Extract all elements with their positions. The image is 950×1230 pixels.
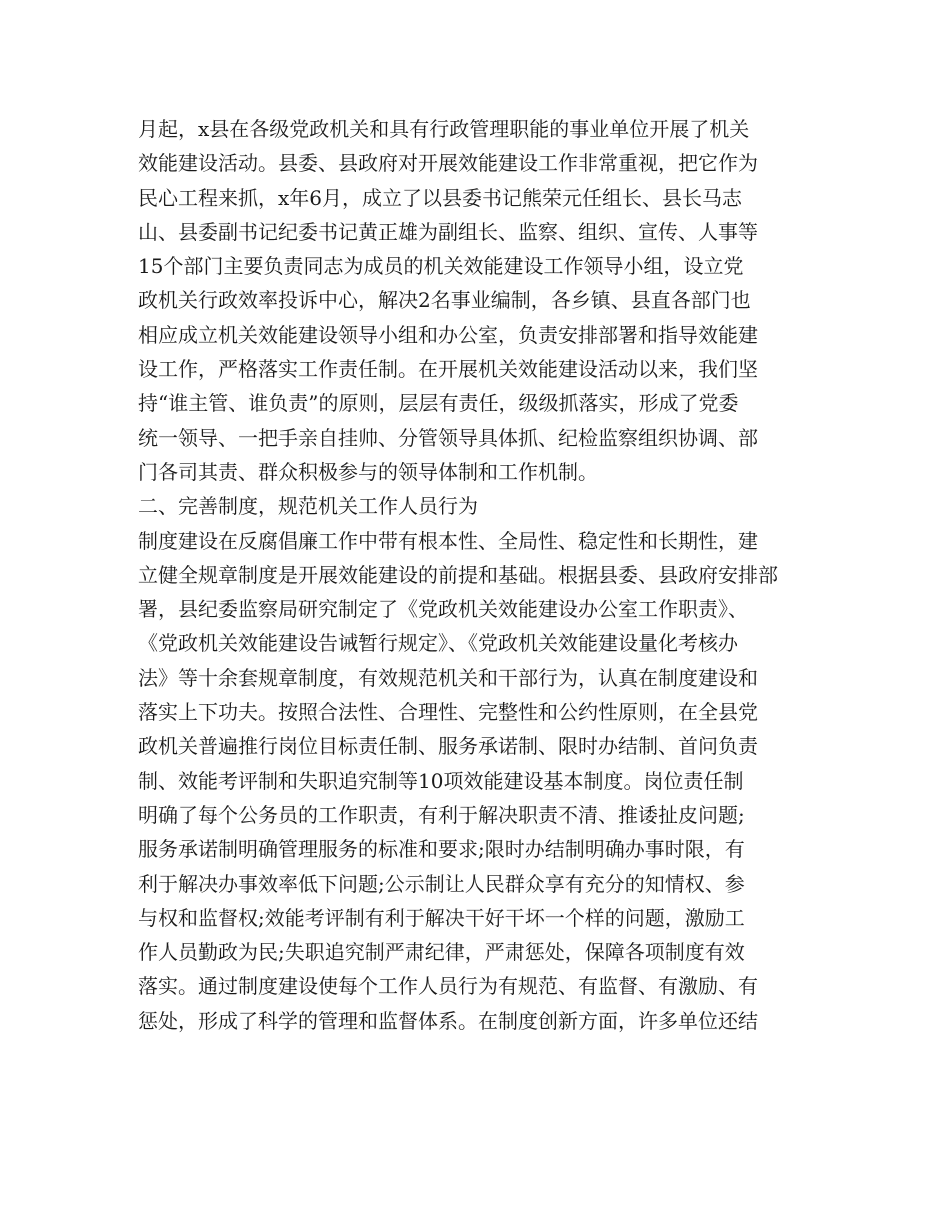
text-line: 民心工程来抓，x年6月，成立了以县委书记熊荣元任组长、县长马志 bbox=[138, 185, 743, 210]
text-line: 月起，x县在各级党政机关和具有行政管理职能的事业单位开展了机关 bbox=[138, 117, 750, 141]
text-line: 政机关普遍推行岗位目标责任制、服务承诺制、限时办结制、首问负责 bbox=[138, 734, 758, 759]
text-line: 作人员勤政为民;失职追究制严肃纪律，严肃惩处，保障各项制度有效 bbox=[138, 940, 745, 965]
text-line: 明确了每个公务员的工作职责，有利于解决职责不清、推诿扯皮问题; bbox=[138, 802, 745, 827]
text-line: 落实。通过制度建设使每个工作人员行为有规范、有监督、有激励、有 bbox=[138, 974, 758, 999]
section-heading: 二、完善制度，规范机关工作人员行为 bbox=[138, 494, 478, 519]
document-body bbox=[138, 112, 818, 1038]
text-line: 制度建设在反腐倡廉工作中带有根本性、全局性、稳定性和长期性，建 bbox=[138, 528, 758, 553]
text-line: 落实上下功夫。按照合法性、合理性、完整性和公约性原则，在全县党 bbox=[138, 700, 758, 725]
text-line: 统一领导、一把手亲自挂帅、分管领导具体抓、纪检监察组织协调、部 bbox=[138, 425, 758, 450]
text-line: 山、县委副书记纪委书记黄正雄为副组长、监察、组织、宣传、人事等 bbox=[138, 219, 758, 244]
text-line: 持“谁主管、谁负责”的原则，层层有责任，级级抓落实，形成了党委 bbox=[138, 391, 739, 416]
text-line: 《党政机关效能建设告诫暂行规定》、《党政机关效能建设量化考核办 bbox=[138, 631, 738, 656]
text-line: 门各司其责、群众积极参与的领导体制和工作机制。 bbox=[138, 459, 598, 484]
text-line: 法》等十余套规章制度，有效规范机关和干部行为，认真在制度建设和 bbox=[138, 665, 758, 690]
text-line: 效能建设活动。县委、县政府对开展效能建设工作非常重视，把它作为 bbox=[138, 151, 758, 176]
text-line: 相应成立机关效能建设领导小组和办公室，负责安排部署和指导效能建 bbox=[138, 322, 758, 347]
text-line: 设工作，严格落实工作责任制。在开展机关效能建设活动以来，我们坚 bbox=[138, 357, 758, 382]
text-line: 政机关行政效率投诉中心，解决2名事业编制，各乡镇、县直各部门也 bbox=[138, 288, 751, 313]
text-line: 制、效能考评制和失职追究制等10项效能建设基本制度。岗位责任制 bbox=[138, 768, 744, 793]
text-line: 与权和监督权;效能考评制有利于解决干好干坏一个样的问题，激励工 bbox=[138, 905, 745, 930]
text-line: 惩处，形成了科学的管理和监督体系。在制度创新方面，许多单位还结 bbox=[138, 1008, 758, 1033]
text-line: 利于解决办事效率低下问题;公示制让人民群众享有充分的知情权、参 bbox=[138, 871, 745, 896]
text-line: 署，县纪委监察局研究制定了《党政机关效能建设办公室工作职责》、 bbox=[138, 597, 748, 622]
text-line: 15个部门主要负责同志为成员的机关效能建设工作领导小组，设立党 bbox=[138, 254, 744, 279]
text-line: 服务承诺制明确管理服务的标准和要求;限时办结制明确办事时限，有 bbox=[138, 837, 745, 862]
text-line: 立健全规章制度是开展效能建设的前提和基础。根据县委、县政府安排部 bbox=[138, 562, 778, 587]
